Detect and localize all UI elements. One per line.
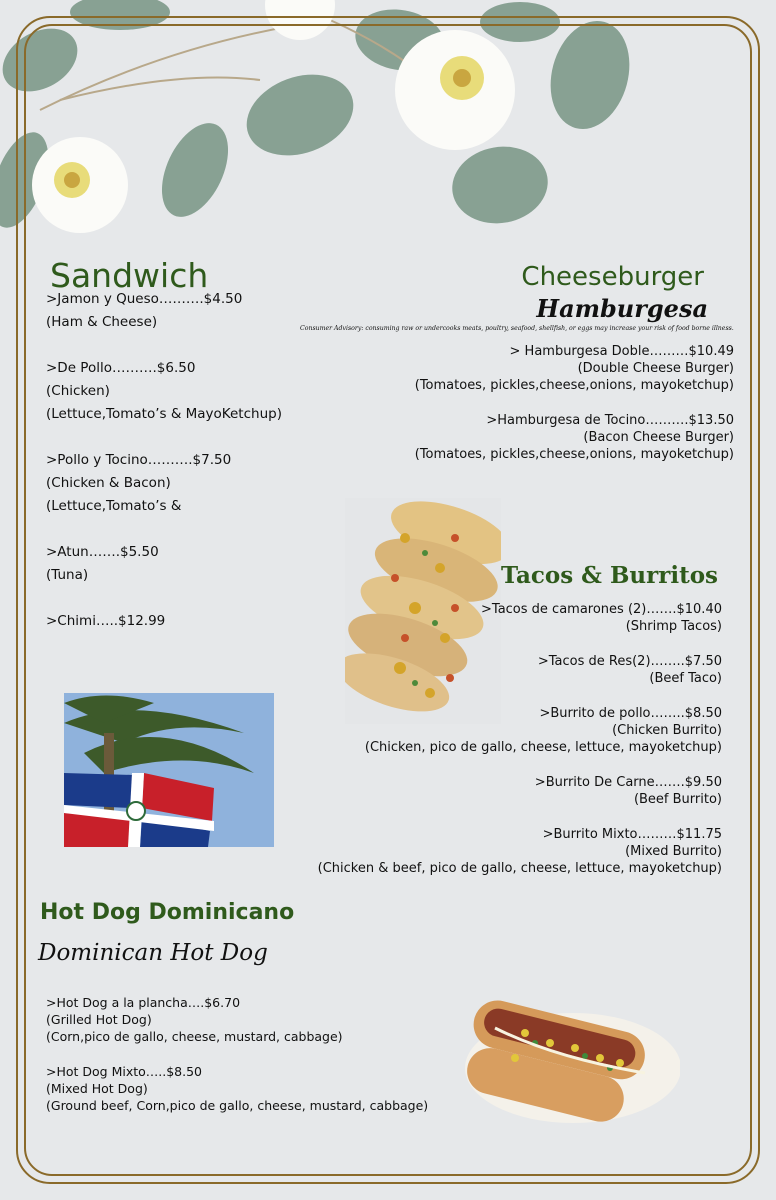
- hotdog-item-title: >Hot Dog Mixto…..$8.50: [46, 1064, 203, 1079]
- spacer: [415, 394, 734, 412]
- sandwich-line: >Jamon y Queso……….$4.50: [46, 291, 243, 307]
- sandwich-title: Sandwich: [50, 256, 209, 295]
- sandwich-line: (Lettuce,Tomato’s &: [46, 498, 182, 514]
- taco-item-translation: (Chicken Burrito): [612, 723, 722, 738]
- consumer-advisory: Consumer Advisory: consuming raw or undercooks meats, poultry, seafood, shellfish, or eggs may increase your risk of food borne illness.: [300, 325, 734, 332]
- cheeseburger-subtitle: Hamburgesa: [536, 294, 708, 323]
- spacer: [46, 334, 282, 357]
- hotdog-subtitle: Dominican Hot Dog: [38, 940, 268, 966]
- spacer: [318, 756, 722, 774]
- dominican-flag-image: [64, 693, 274, 847]
- burger-item-title: >Hamburgesa de Tocino……….$13.50: [486, 413, 734, 428]
- sandwich-line: (Tuna): [46, 567, 89, 583]
- spacer: [318, 808, 722, 826]
- tacos-list: [318, 601, 722, 877]
- spacer: [46, 1045, 428, 1063]
- burger-item-description: (Tomatoes, pickles,cheese,onions, mayoketchup): [414, 378, 734, 393]
- cheeseburger-list: [415, 343, 734, 463]
- spacer: [318, 687, 722, 705]
- taco-item-title: >Burrito de pollo……..$8.50: [539, 706, 722, 721]
- spacer: [46, 587, 282, 610]
- sandwich-list: [46, 288, 282, 633]
- burger-item-translation: (Double Cheese Burger): [577, 361, 734, 376]
- spacer: [318, 635, 722, 653]
- taco-item-translation: (Shrimp Tacos): [625, 619, 722, 634]
- hotdog-item-description: (Corn,pico de gallo, cheese, mustard, cabbage): [46, 1029, 343, 1044]
- taco-item-title: >Tacos de Res(2)……..$7.50: [537, 654, 722, 669]
- sandwich-line: (Chicken): [46, 383, 110, 399]
- taco-item-description: (Chicken & beef, pico de gallo, cheese, lettuce, mayoketchup): [317, 861, 722, 876]
- hotdog-item-title: >Hot Dog a la plancha….$6.70: [46, 995, 241, 1010]
- hotdog-item-translation: (Mixed Hot Dog): [46, 1081, 148, 1096]
- hotdog-image: [455, 988, 680, 1123]
- sandwich-line: (Lettuce,Tomato’s & MayoKetchup): [46, 406, 282, 422]
- tacos-title: Tacos & Burritos: [501, 562, 718, 589]
- spacer: [46, 426, 282, 449]
- hotdog-title: Hot Dog Dominicano: [40, 900, 295, 925]
- spacer: [46, 518, 282, 541]
- taco-item-title: >Tacos de camarones (2)…….$10.40: [481, 602, 722, 617]
- taco-item-title: >Burrito De Carne…….$9.50: [534, 775, 722, 790]
- taco-item-translation: (Beef Taco): [649, 671, 722, 686]
- hotdog-item-description: (Ground beef, Corn,pico de gallo, cheese, mustard, cabbage): [46, 1098, 429, 1113]
- sandwich-line: >Pollo y Tocino……….$7.50: [46, 452, 232, 468]
- sandwich-line: (Chicken & Bacon): [46, 475, 171, 491]
- hotdog-item-translation: (Grilled Hot Dog): [46, 1012, 152, 1027]
- taco-item-title: >Burrito Mixto………$11.75: [542, 827, 722, 842]
- burger-item-translation: (Bacon Cheese Burger): [583, 430, 734, 445]
- taco-item-translation: (Mixed Burrito): [625, 844, 722, 859]
- burger-item-title: > Hamburgesa Doble………$10.49: [509, 344, 734, 359]
- taco-item-description: (Chicken, pico de gallo, cheese, lettuce, mayoketchup): [364, 740, 722, 755]
- cheeseburger-title: Cheeseburger: [521, 262, 704, 292]
- sandwich-line: (Ham & Cheese): [46, 314, 158, 330]
- hotdog-list: [46, 994, 428, 1114]
- burger-item-description: (Tomatoes, pickles,cheese,onions, mayoketchup): [414, 447, 734, 462]
- sandwich-line: >Atun…….$5.50: [46, 544, 159, 560]
- taco-item-translation: (Beef Burrito): [633, 792, 722, 807]
- sandwich-line: >De Pollo……….$6.50: [46, 360, 196, 376]
- sandwich-line: >Chimi…..$12.99: [46, 613, 166, 629]
